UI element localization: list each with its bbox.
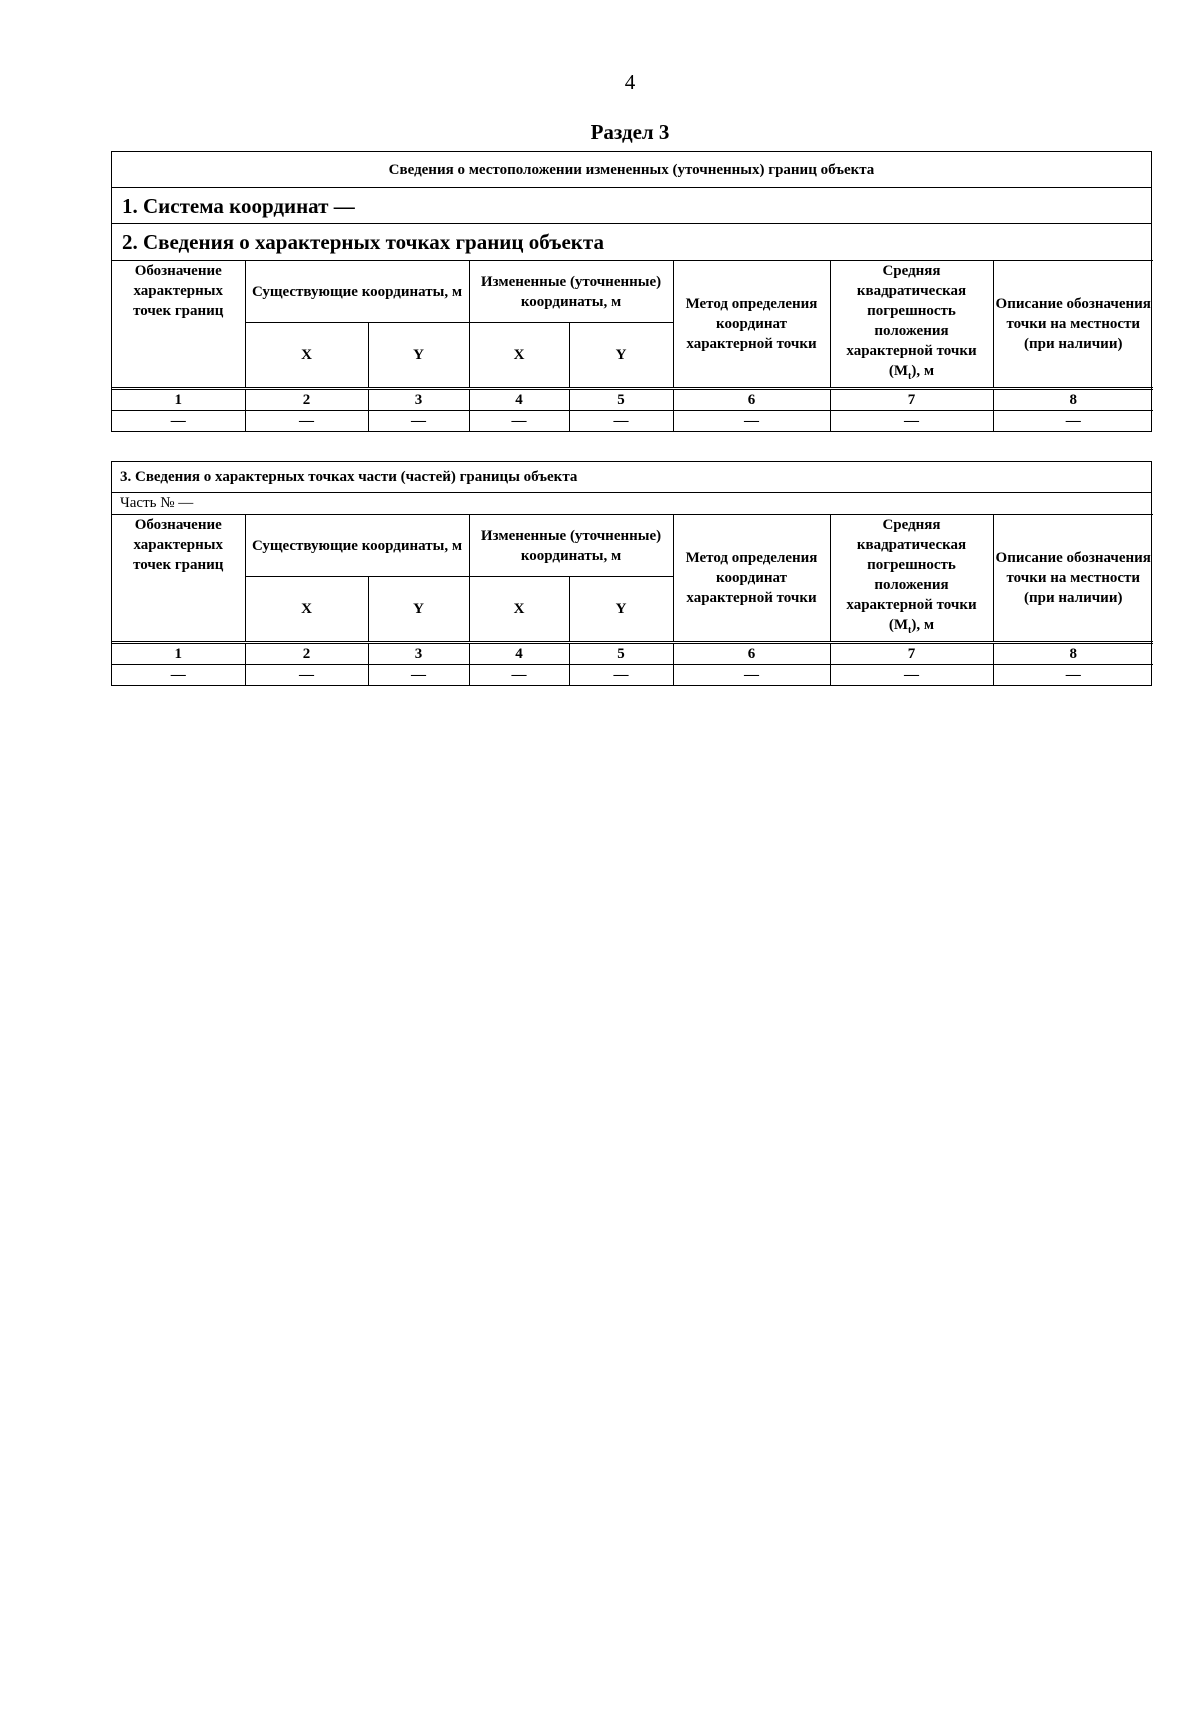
column-number: 4 — [469, 389, 569, 411]
column-number-row — [112, 643, 1153, 665]
column-number: 5 — [569, 643, 673, 665]
column-number: 2 — [245, 643, 368, 665]
column-number: 7 — [830, 643, 993, 665]
table-cell: — — [112, 411, 245, 432]
table-row — [112, 665, 1153, 686]
table-cell: — — [993, 665, 1153, 686]
column-number: 1 — [112, 389, 245, 411]
part-boundary-title: 3. Сведения о характерных точках части (частей) границы объекта — [112, 462, 1151, 493]
table-row — [112, 411, 1153, 432]
mean-error-label: Средняя квадратическая погрешность положения характерной точки (M — [846, 517, 977, 633]
table-cell: — — [830, 411, 993, 432]
column-number: 3 — [368, 389, 469, 411]
col-header-changed-y: Y — [569, 577, 673, 643]
col-header-method: Метод определения координат характерной точки — [673, 515, 830, 643]
table-cell: — — [368, 665, 469, 686]
col-header-existing-coords: Существующие координаты, м — [245, 515, 469, 577]
column-number: 1 — [112, 643, 245, 665]
mean-error-subscript: t — [908, 625, 912, 636]
col-header-existing-x: X — [245, 577, 368, 643]
table-cell: — — [569, 665, 673, 686]
col-header-point-designation: Обозначение характерных точек границ — [112, 515, 245, 643]
mean-error-subscript: t — [908, 371, 912, 382]
part-boundary-block — [111, 461, 1152, 686]
column-number: 5 — [569, 389, 673, 411]
table-cell: — — [673, 411, 830, 432]
col-header-existing-y: Y — [368, 577, 469, 643]
column-number: 2 — [245, 389, 368, 411]
mean-error-unit: ), м — [911, 617, 935, 633]
column-number: 8 — [993, 389, 1153, 411]
column-number-row — [112, 389, 1153, 411]
column-number: 3 — [368, 643, 469, 665]
column-number: 7 — [830, 389, 993, 411]
table-cell: — — [245, 665, 368, 686]
part-points-table — [112, 514, 1153, 685]
col-header-changed-y: Y — [569, 323, 673, 389]
col-header-changed-coords: Измененные (уточненные) координаты, м — [469, 261, 673, 323]
column-number: 4 — [469, 643, 569, 665]
col-header-description: Описание обозначения точки на местности (при наличии) — [993, 515, 1153, 643]
mean-error-label: Средняя квадратическая погрешность положения характерной точки (M — [846, 263, 977, 379]
mean-error-unit: ), м — [911, 363, 935, 379]
col-header-changed-coords: Измененные (уточненные) координаты, м — [469, 515, 673, 577]
table-cell: — — [368, 411, 469, 432]
boundary-location-block — [111, 151, 1152, 432]
col-header-existing-coords: Существующие координаты, м — [245, 261, 469, 323]
part-number-line: Часть № — — [120, 495, 194, 511]
col-header-description: Описание обозначения точки на местности (при наличии) — [993, 261, 1153, 389]
table-cell: — — [673, 665, 830, 686]
column-number: 8 — [993, 643, 1153, 665]
section-title: Раздел 3 — [590, 120, 670, 144]
table-cell: — — [569, 411, 673, 432]
coordinate-system-line: 1. Система координат — — [112, 188, 1151, 224]
boundary-points-table — [112, 260, 1153, 431]
table-cell: — — [245, 411, 368, 432]
col-header-mean-error — [830, 261, 993, 389]
col-header-mean-error — [830, 515, 993, 643]
points-info-title: 2. Сведения о характерных точках границ объекта — [122, 230, 604, 254]
table-cell: — — [112, 665, 245, 686]
table-cell: — — [469, 411, 569, 432]
boundary-location-header: Сведения о местоположении измененных (уточненных) границ объекта — [112, 152, 1151, 188]
col-header-point-designation: Обозначение характерных точек границ — [112, 261, 245, 389]
col-header-changed-x: X — [469, 577, 569, 643]
table-cell: — — [993, 411, 1153, 432]
column-number: 6 — [673, 389, 830, 411]
column-number: 6 — [673, 643, 830, 665]
col-header-existing-x: X — [245, 323, 368, 389]
page-number: 4 — [624, 70, 636, 94]
table-cell: — — [830, 665, 993, 686]
col-header-existing-y: Y — [368, 323, 469, 389]
table-cell: — — [469, 665, 569, 686]
col-header-method: Метод определения координат характерной точки — [673, 261, 830, 389]
col-header-changed-x: X — [469, 323, 569, 389]
